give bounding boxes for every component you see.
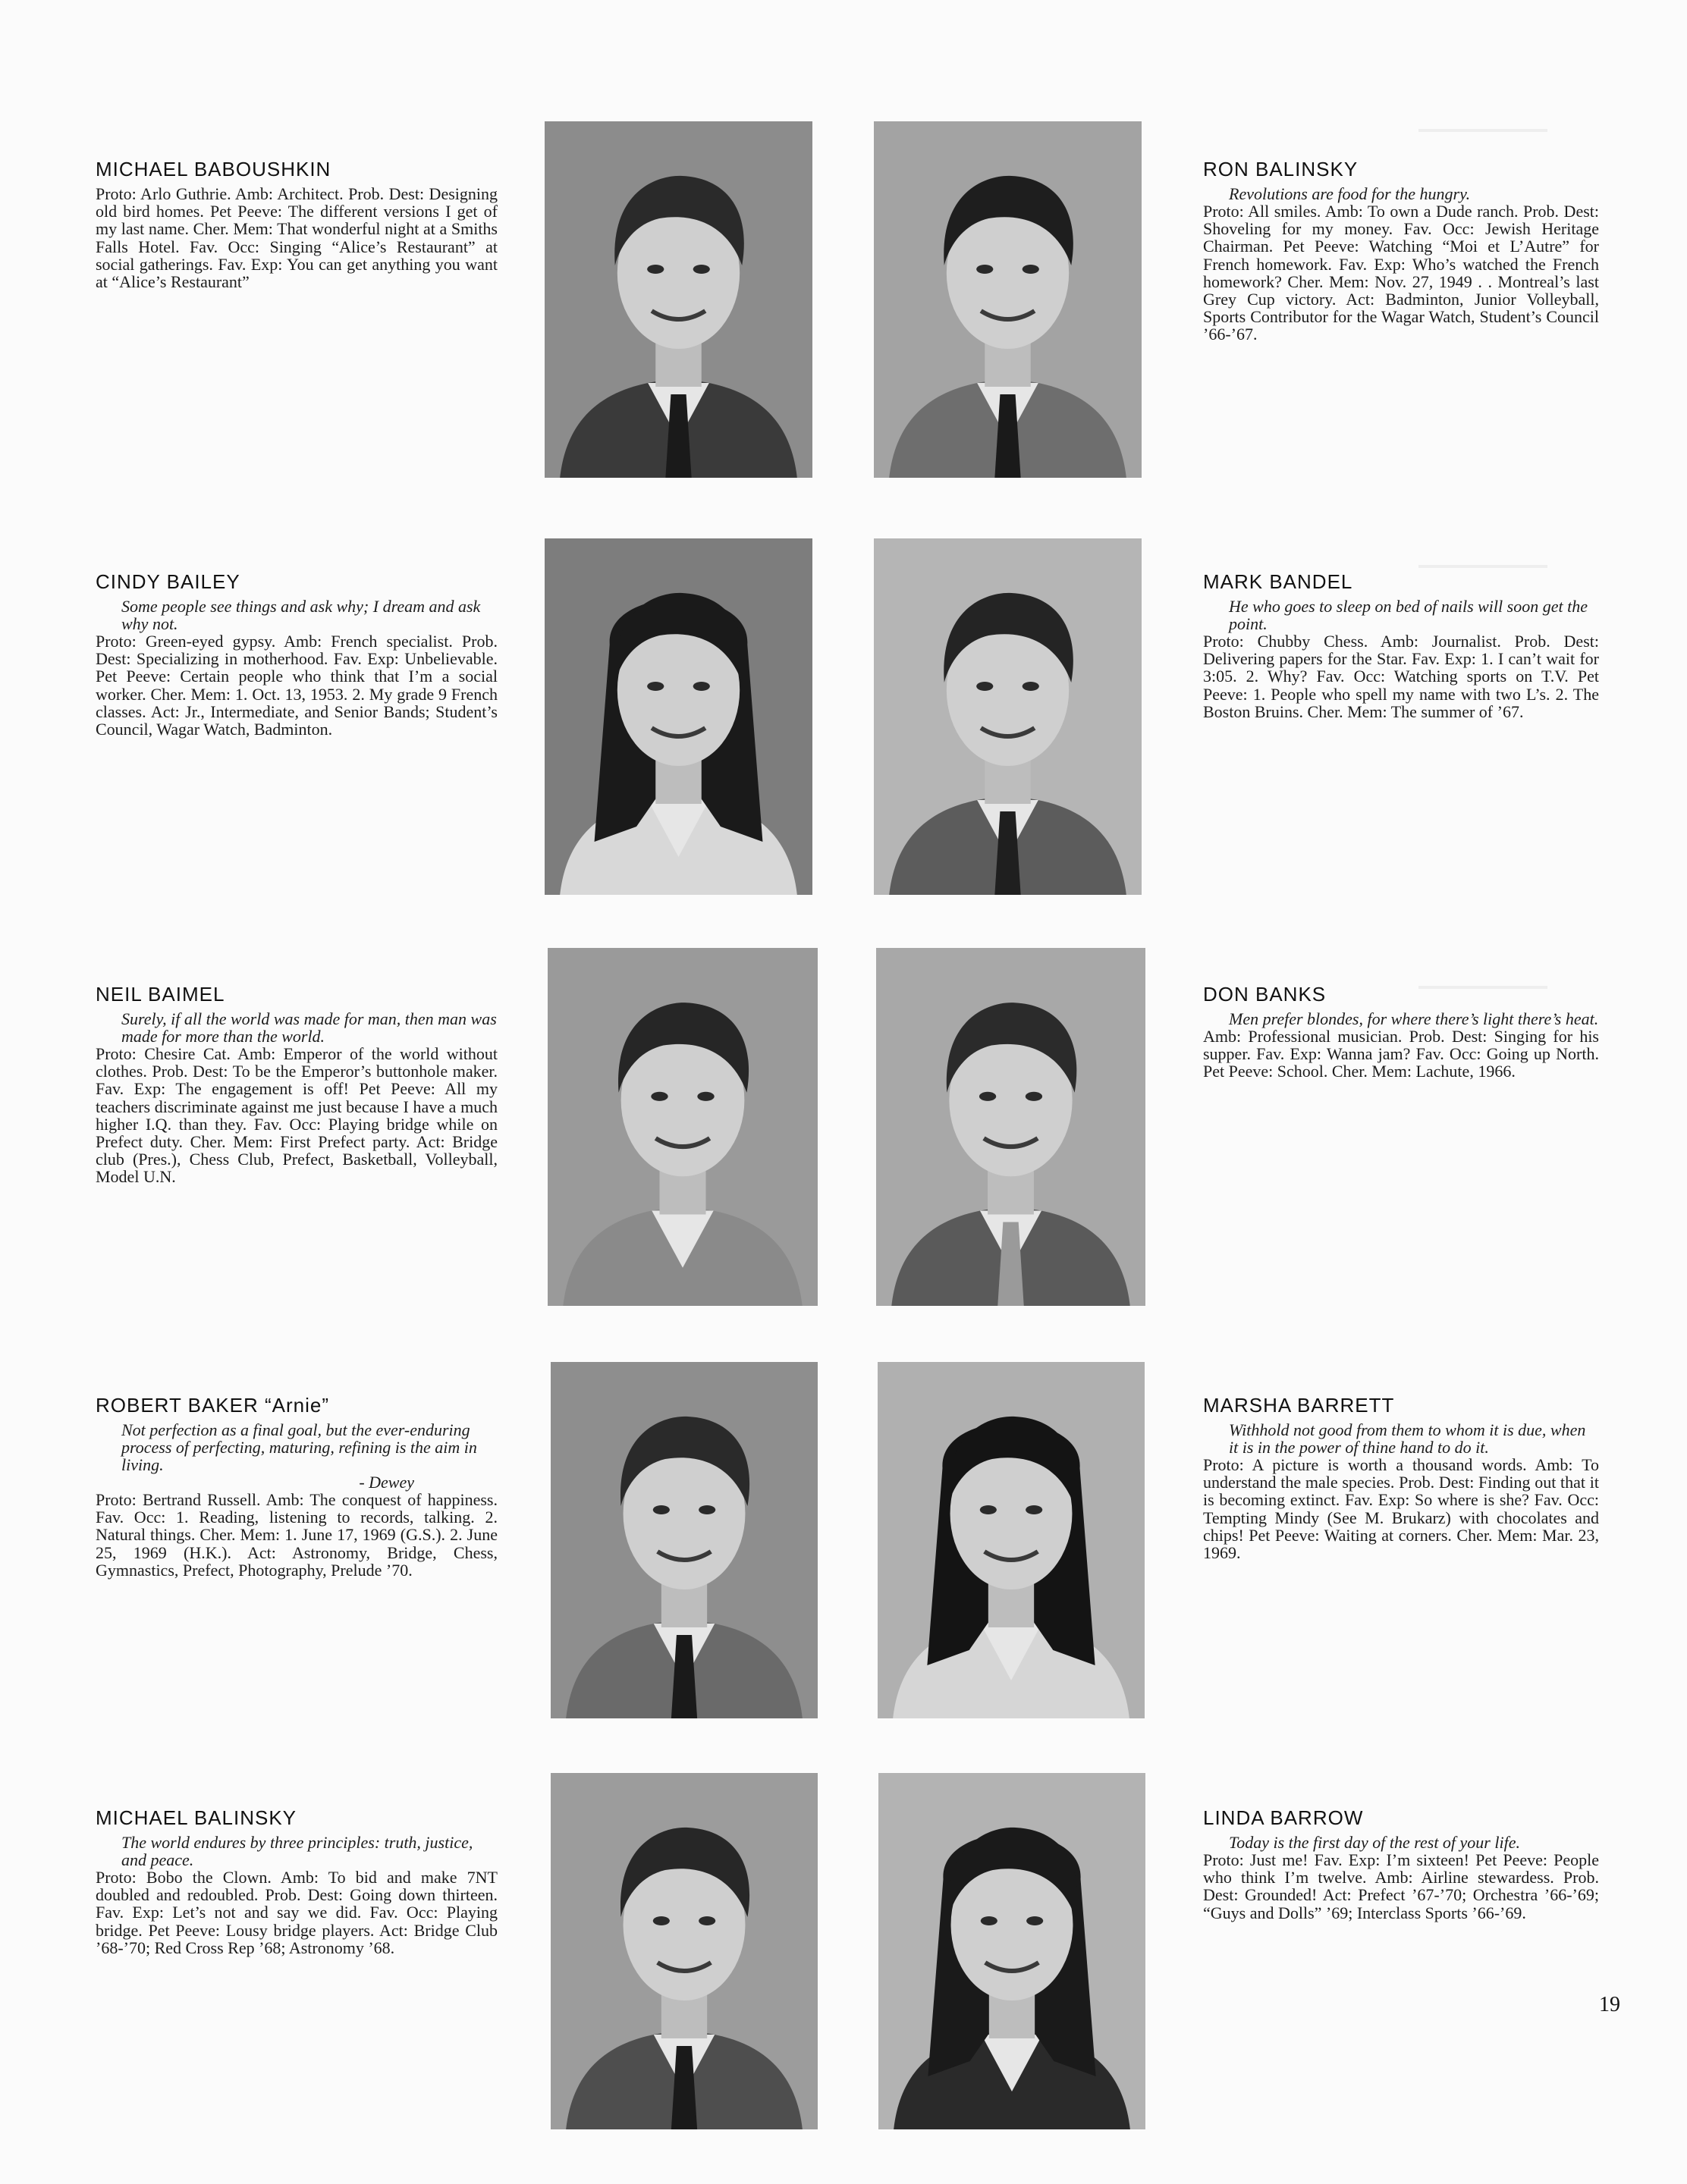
student-bio: Proto: All smiles. Amb: To own a Dude ranch. Prob. Dest: Shoveling for my money. Fav. Occ: Jewish Heritage Chairman. Pet Peeve: Watching “Moi et L’Autre” for French homework. Fav. Exp: Who’s watched the French homework? Cher. Mem: Nov. 27, 1949 . . Montreal’s last Grey Cup victory. Act: Badminton, Junior Volleyball, Sports Contributor for the Wagar Watch, Student’s Council ’66-’67.: [1203, 202, 1599, 344]
student-name: ROBERT BAKER “Arnie”: [96, 1394, 330, 1417]
student-name: LINDA BARROW: [1203, 1806, 1364, 1829]
entry-robert-baker: [96, 1394, 498, 1579]
portrait-image: [874, 538, 1142, 895]
student-name: MARSHA BARRETT: [1203, 1394, 1395, 1417]
student-bio: Proto: Green-eyed gypsy. Amb: French specialist. Prob. Dest: Specializing in motherhood. Fav. Exp: Unbelievable. Pet Peeve: Certain people who think that I’m a social worker. Cher. Mem: 1. Oct. 13, 1953. 2. My grade 9 French classes. Act: Jr., Intermediate, and Senior Bands; Student’s Council, Wagar Watch, Badminton.: [96, 632, 498, 739]
portrait-michael-balinsky: [551, 1773, 818, 2129]
student-name: MARK BANDEL: [1203, 570, 1353, 593]
student-quote: Not perfection as a final goal, but the ever-enduring process of perfecting, maturing, refining is the aim in living.: [121, 1420, 477, 1474]
portrait-robert-baker: [551, 1362, 818, 1718]
student-quote: Surely, if all the world was made for man, then man was made for more than the world.: [121, 1009, 497, 1046]
page-number: 19: [1599, 1993, 1620, 2016]
portrait-linda-barrow: [878, 1773, 1145, 2129]
student-name: DON BANKS: [1203, 983, 1327, 1006]
student-quote: Today is the first day of the rest of your life.: [1229, 1833, 1520, 1852]
entry-neil-baimel: [96, 983, 498, 1186]
student-quote: Withhold not good from them to whom it is due, when it is in the power of thine hand to do it.: [1229, 1420, 1586, 1457]
entry-mark-bandel: [1203, 570, 1599, 720]
quote-attribution: - Dewey: [359, 1473, 414, 1492]
portrait-marsha-barrett: [878, 1362, 1145, 1718]
entry-michael-balinsky: [96, 1806, 498, 1956]
portrait-image: [878, 1362, 1145, 1718]
portrait-image: [551, 1362, 818, 1718]
bleed-through-mark: [1418, 565, 1547, 568]
portrait-image: [876, 948, 1145, 1306]
student-name: NEIL BAIMEL: [96, 983, 225, 1006]
bleed-through-mark: [1418, 129, 1547, 132]
portrait-image: [545, 538, 812, 895]
entry-cindy-bailey: [96, 570, 498, 738]
entry-linda-barrow: [1203, 1806, 1599, 1922]
entry-ron-balinsky: [1203, 158, 1599, 344]
student-bio: Amb: Professional musician. Prob. Dest: Singing for his supper. Fav. Exp: Wanna jam? Fav. Occ: Going up North. Pet Peeve: School. Cher. Mem: Lachute, 1966.: [1203, 1027, 1599, 1081]
portrait-image: [548, 948, 818, 1306]
student-quote: He who goes to sleep on bed of nails will soon get the point.: [1229, 597, 1588, 633]
portrait-cindy-bailey: [545, 538, 812, 895]
portrait-neil-baimel: [548, 948, 818, 1306]
entry-marsha-barrett: [1203, 1394, 1599, 1561]
student-name: MICHAEL BALINSKY: [96, 1806, 297, 1829]
portrait-ron-balinsky: [874, 121, 1142, 478]
portrait-image: [545, 121, 812, 478]
student-quote: Men prefer blondes, for where there’s light there’s heat.: [1229, 1009, 1599, 1028]
student-name: MICHAEL BABOUSHKIN: [96, 158, 331, 180]
student-bio: Proto: A picture is worth a thousand words. Amb: To understand the male species. Prob. Dest: Finding out that it is becoming extinct. Fav. Exp: So where is she? Fav. Occ: Tempting Mindy (See M. Brukarz) with chocolates and chips! Pet Peeve: Waiting at corners. Cher. Mem: Mar. 23, 1969.: [1203, 1455, 1599, 1563]
portrait-image: [551, 1773, 818, 2129]
portrait-image: [878, 1773, 1145, 2129]
student-name: CINDY BAILEY: [96, 570, 240, 593]
student-bio: Proto: Chubby Chess. Amb: Journalist. Prob. Dest: Delivering papers for the Star. Fav. Exp: 1. I can’t wait for 3:05. 2. Why? Fav. Occ: Watching sports on T.V. Pet Peeve: 1. People who spell my name with two L’s. 2. The Boston Bruins. Cher. Mem: The summer of ’67.: [1203, 632, 1599, 721]
entry-don-banks: [1203, 983, 1599, 1081]
entry-michael-baboushkin: [96, 158, 498, 290]
student-bio: Proto: Bertrand Russell. Amb: The conquest of happiness. Fav. Occ: 1. Reading, listening to records, talking. 2. Natural things. Cher. Mem: 1. June 17, 1969 (G.S.). 2. June 25, 1969 (H.K.). Act: Astronomy, Bridge, Chess, Gymnastics, Prefect, Photography, Prelude ’70.: [96, 1490, 498, 1580]
student-bio: Proto: Just me! Fav. Exp: I’m sixteen! Pet Peeve: People who think I’m twelve. Amb: Airline stewardess. Prob. Dest: Grounded! Act: Prefect ’67-’70; Orchestra ’66-’69; “Guys and Dolls” ’69; Interclass Sports ’66-’69.: [1203, 1850, 1599, 1922]
student-quote: The world endures by three principles: truth, justice, and peace.: [121, 1833, 473, 1869]
student-bio: Proto: Bobo the Clown. Amb: To bid and make 7NT doubled and redoubled. Prob. Dest: Going down thirteen. Fav. Exp: Let’s not and say we did. Fav. Occ: Playing bridge. Pet Peeve: Lousy bridge players. Act: Bridge Club ’68-’70; Red Cross Rep ’68; Astronomy ’68.: [96, 1868, 498, 1957]
student-quote: Revolutions are food for the hungry.: [1229, 184, 1471, 203]
portrait-image: [874, 121, 1142, 478]
portrait-don-banks: [876, 948, 1145, 1306]
student-name: RON BALINSKY: [1203, 158, 1359, 180]
portrait-michael-baboushkin: [545, 121, 812, 478]
student-bio: Proto: Chesire Cat. Amb: Emperor of the world without clothes. Prob. Dest: To be the Emperor’s buttonhole maker. Fav. Exp: The engagement is off! Pet Peeve: All my teachers discriminate against me just because I have a much higher I.Q. than they. Fav. Occ: Playing bridge while on Prefect duty. Cher. Mem: First Prefect party. Act: Bridge club (Pres.), Chess Club, Prefect, Basketball, Volleyball, Model U.N.: [96, 1044, 498, 1187]
portrait-mark-bandel: [874, 538, 1142, 895]
student-quote: Some people see things and ask why; I dream and ask why not.: [121, 597, 481, 633]
student-bio: Proto: Arlo Guthrie. Amb: Architect. Prob. Dest: Designing old bird homes. Pet Peeve: The different versions I get of my last name. Cher. Mem: That wonderful night at a Smiths Falls Hotel. Fav. Occ: Singing “Alice’s Restaurant” at social gatherings. Fav. Exp: You can get anything you want at “Alice’s Restaurant”: [96, 184, 498, 292]
